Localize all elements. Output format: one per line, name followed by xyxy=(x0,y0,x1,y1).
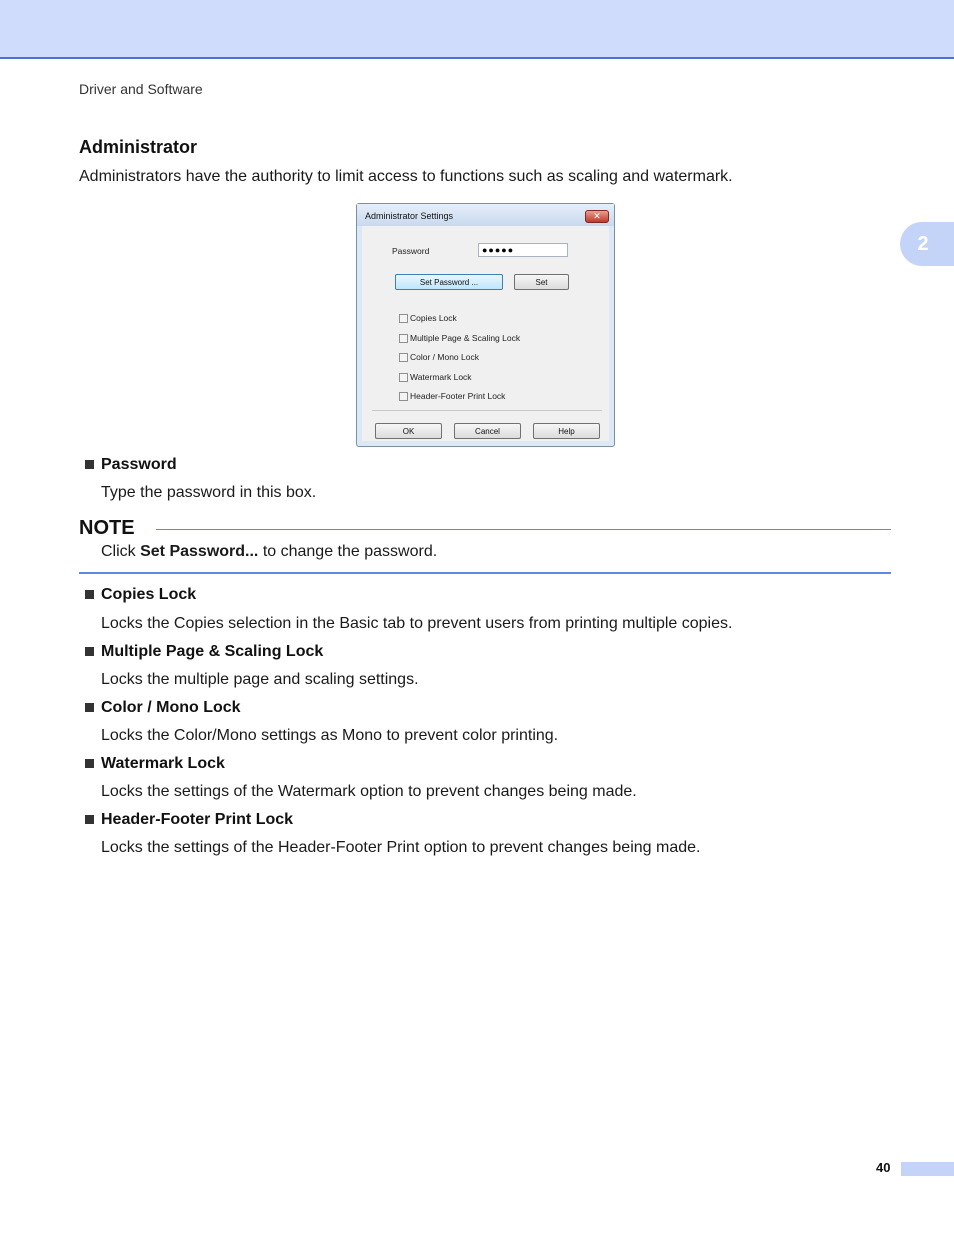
note-prefix: Click xyxy=(101,543,141,560)
note-heading: NOTE xyxy=(79,517,135,539)
item-desc-multiple-page-scaling-lock: Locks the multiple page and scaling settings. xyxy=(101,671,419,688)
item-title-password: Password xyxy=(101,456,177,473)
dialog-titlebar xyxy=(357,204,614,226)
item-desc-watermark-lock: Locks the settings of the Watermark option to prevent changes being made. xyxy=(101,783,637,800)
item-title-copies-lock: Copies Lock xyxy=(101,586,197,603)
note-rule-top xyxy=(156,529,891,530)
multiple-page-scaling-lock-checkbox[interactable] xyxy=(399,334,408,343)
chapter-tab: 2 xyxy=(900,222,954,266)
section-intro: Administrators have the authority to limit access to functions such as scaling and watermark. xyxy=(79,168,733,185)
bullet-icon xyxy=(85,815,94,824)
color-mono-lock-label: Color / Mono Lock xyxy=(410,352,479,362)
footer-tab xyxy=(901,1162,954,1176)
dialog-title: Administrator Settings xyxy=(365,211,454,221)
note-rule-bottom xyxy=(79,572,891,574)
close-icon[interactable]: ✕ xyxy=(585,210,609,223)
bullet-icon xyxy=(85,647,94,656)
item-desc-password: Type the password in this box. xyxy=(101,484,317,501)
item-title-multiple-page-scaling-lock: Multiple Page & Scaling Lock xyxy=(101,643,324,660)
password-input[interactable]: ●●●●● xyxy=(478,243,568,257)
set-button[interactable]: Set xyxy=(514,274,569,290)
dialog-separator xyxy=(372,410,602,411)
color-mono-lock-checkbox[interactable] xyxy=(399,353,408,362)
watermark-lock-checkbox[interactable] xyxy=(399,373,408,382)
help-button[interactable]: Help xyxy=(533,423,600,439)
password-label: Password xyxy=(392,246,430,256)
bullet-icon xyxy=(85,590,94,599)
cancel-button[interactable]: Cancel xyxy=(454,423,521,439)
watermark-lock-label: Watermark Lock xyxy=(410,372,472,382)
note-bold-term: Set Password... xyxy=(140,543,259,560)
item-title-watermark-lock: Watermark Lock xyxy=(101,755,225,772)
note-text xyxy=(101,543,437,561)
set-password-button[interactable]: Set Password ... xyxy=(395,274,503,290)
item-title-color-mono-lock: Color / Mono Lock xyxy=(101,699,241,716)
item-title-header-footer-print-lock: Header-Footer Print Lock xyxy=(101,811,294,828)
note-suffix: to change the password. xyxy=(258,543,438,560)
item-desc-copies-lock: Locks the Copies selection in the Basic tab to prevent users from printing multiple copies. xyxy=(101,615,733,632)
section-title: Administrator xyxy=(79,137,198,157)
header-band xyxy=(0,0,954,59)
running-head: Driver and Software xyxy=(79,81,203,97)
copies-lock-label: Copies Lock xyxy=(410,313,457,323)
page-number: 40 xyxy=(876,1160,891,1175)
copies-lock-checkbox[interactable] xyxy=(399,314,408,323)
header-footer-print-lock-checkbox[interactable] xyxy=(399,392,408,401)
bullet-icon xyxy=(85,759,94,768)
item-desc-header-footer-print-lock: Locks the settings of the Header-Footer Print option to prevent changes being made. xyxy=(101,839,701,856)
ok-button[interactable]: OK xyxy=(375,423,442,439)
administrator-settings-dialog xyxy=(356,203,615,447)
bullet-icon xyxy=(85,460,94,469)
item-desc-color-mono-lock: Locks the Color/Mono settings as Mono to prevent color printing. xyxy=(101,727,559,744)
dialog-body xyxy=(362,226,609,441)
multiple-page-scaling-lock-label: Multiple Page & Scaling Lock xyxy=(410,333,521,343)
header-footer-print-lock-label: Header-Footer Print Lock xyxy=(410,391,506,401)
bullet-icon xyxy=(85,703,94,712)
